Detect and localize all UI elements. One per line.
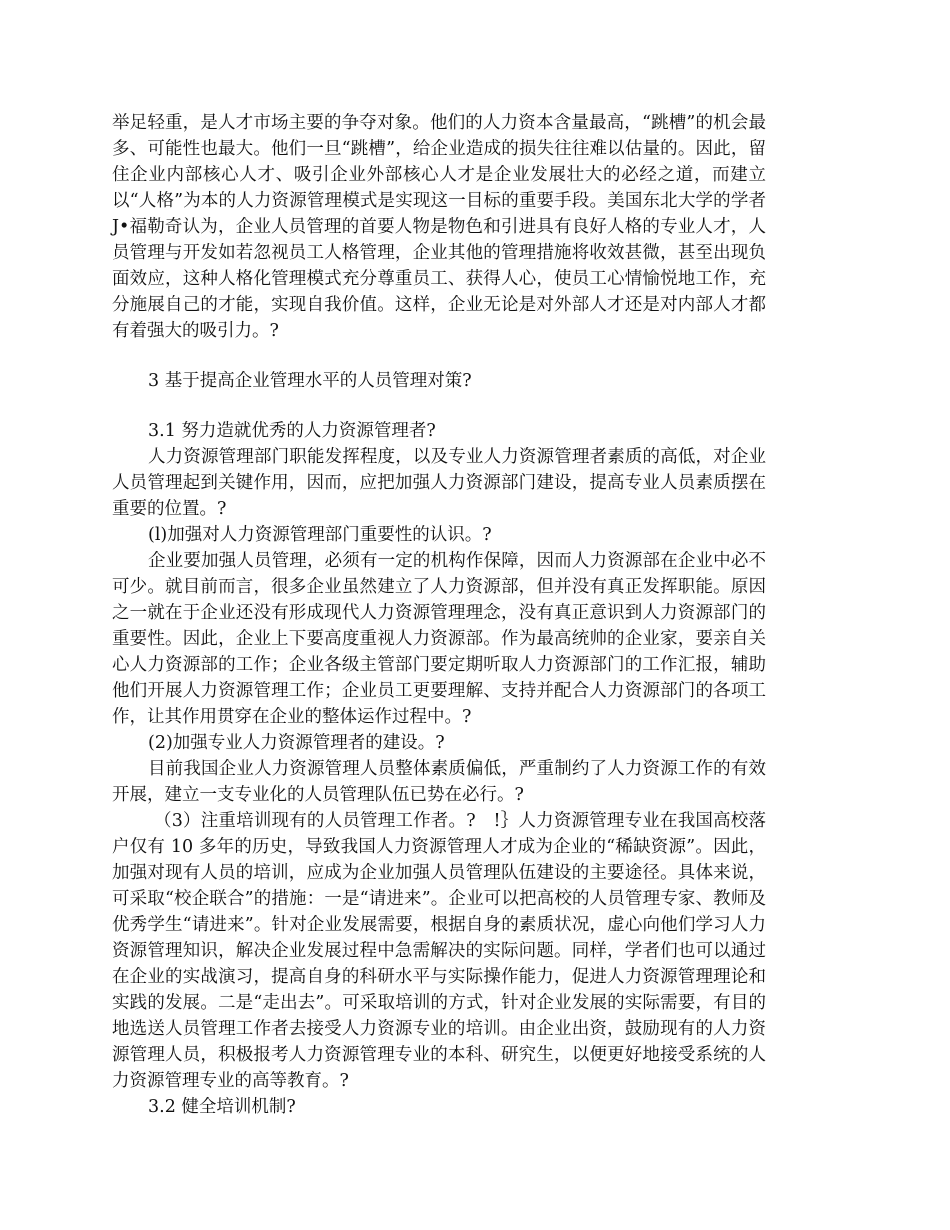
body-paragraph-hr-department-role: 人力资源管理部门职能发挥程度，以及专业人力资源管理者素质的高低，对企业人员管理起到关键作用，因而，应把加强人力资源部门建设，提高专业人员素质摆在重要的位置。? [112, 447, 766, 519]
body-paragraph-training-existing-staff: （3）注重培训现有的人员管理工作者。? !｝人力资源管理专业在我国高校落户仅有 10 多年的历史，导致我国人力资源管理人才成为企业的“稀缺资源”。因此，加强对现有人员的培训，应成为企业加强人员管理队伍建设的主要途径。具体来说，可采取“校企联合”的措施：一是“请进来”。企业可以把高校的人员管理专家、教师及优秀学生“请进来”。针对企业发展需要，根据自身的素质状况，虚心向他们学习人力资源管理知识，解决企业发展过程中急需解决的实际问题。同样，学者们也可以通过在企业的实战演习，提高自身的科研水平与实际操作能力，促进人力资源管理理论和实践的发展。二是“走出去”。可采取培训的方式，针对企业发展的实际需要，有目的地选送人员管理工作者去接受人力资源专业的培训。由企业出资，鼓励现有的人力资源管理人员，积极报考人力资源管理专业的本科、研究生，以便更好地接受系统的人力资源管理专业的高等教育。? [112, 811, 766, 1091]
subsection-heading-3-2: 3.2 健全培训机制? [148, 1097, 296, 1117]
list-item-1-heading: (l)加强对人力资源管理部门重要性的认识。? [148, 525, 492, 545]
body-paragraph-talent-retention: 举足轻重，是人才市场主要的争夺对象。他们的人力资本含量最高，“跳槽”的机会最多、可能性也最大。他们一旦“跳槽”，给企业造成的损失往往难以估量的。因此，留住企业内部核心人才、吸引企业外部核心人才是企业发展壮大的必经之道，而建立以“人格”为本的人力资源管理模式是实现这一目标的重要手段。美国东北大学的学者 J•福勒奇认为，企业人员管理的首要人物是物色和引进具有良好人格的专业人才，人员管理与开发如若忽视员工人格管理，企业其他的管理措施将收效甚微，甚至出现负面效应，这种人格化管理模式充分尊重员工、获得人心，使员工心情愉悦地工作，充分施展自己的才能，实现自我价值。这样，企业无论是对外部人才还是对内部人才都有着强大的吸引力。? [112, 113, 766, 341]
subsection-heading-3-1: 3.1 努力造就优秀的人力资源管理者? [148, 421, 436, 441]
document-page [112, 110, 766, 1120]
spacer [112, 394, 766, 418]
body-paragraph-hr-department-importance: 企业要加强人员管理，必须有一定的机构作保障，因而人力资源部在企业中必不可少。就目前而言，很多企业虽然建立了人力资源部，但并没有真正发挥职能。原因之一就在于企业还没有形成现代人力资源管理理念，没有真正意识到人力资源部门的重要性。因此，企业上下要高度重视人力资源部。作为最高统帅的企业家，要亲自关心人力资源部的工作；企业各级主管部门要定期听取人力资源部门的工作汇报，辅助他们开展人力资源管理工作；企业员工更要理解、支持并配合人力资源部门的各项工作，让其作用贯穿在企业的整体运作过程中。? [112, 551, 766, 727]
list-item-2-heading: (2)加强专业人力资源管理者的建设。? [148, 733, 445, 753]
body-paragraph-professional-team: 目前我国企业人力资源管理人员整体素质偏低，严重制约了人力资源工作的有效开展，建立一支专业化的人员管理队伍已势在必行。? [112, 759, 766, 805]
section-heading-3: 3 基于提高企业管理水平的人员管理对策? [148, 371, 472, 391]
spacer [112, 344, 766, 368]
